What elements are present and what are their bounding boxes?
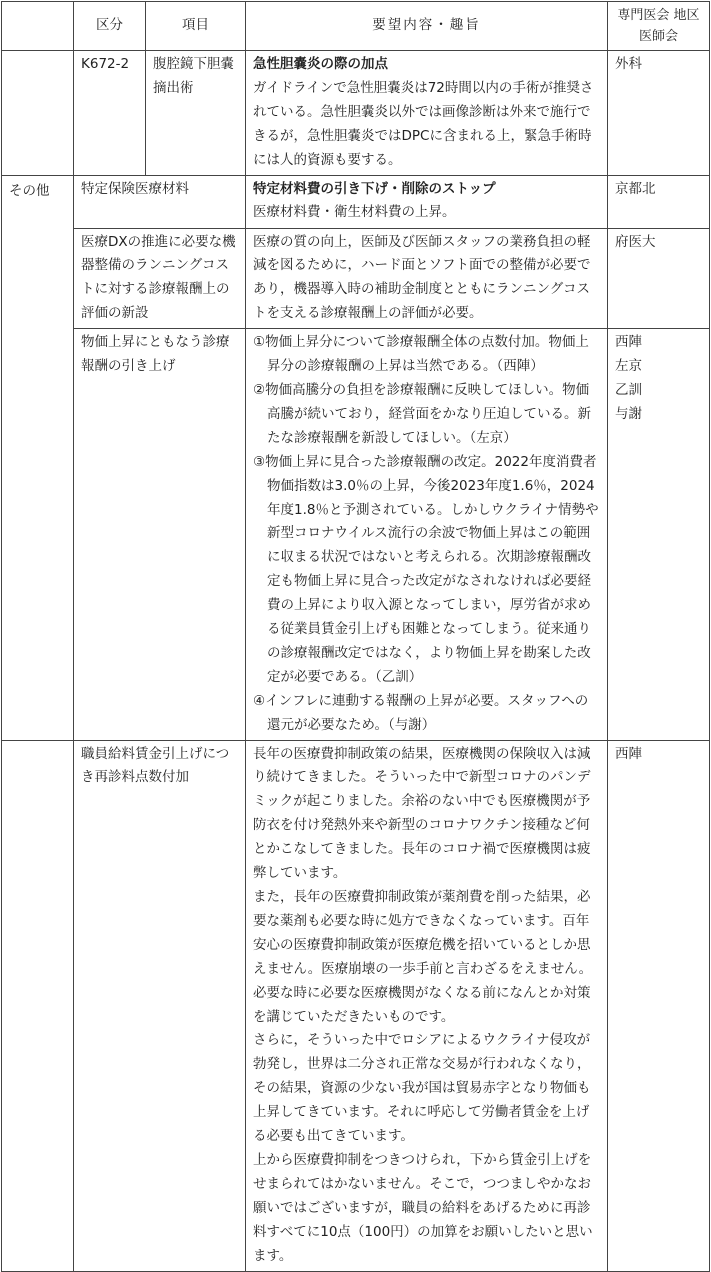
table-row <box>2 175 710 228</box>
komoku-cell: 物価上昇にともなう診療報酬の引き上げ <box>74 329 246 740</box>
yobo-lead: 特定材料費の引き下げ・削除のストップ <box>253 180 496 197</box>
request-table <box>1 1 710 1272</box>
yobo-paragraph: また，長年の医療費抑制政策が薬剤費を削った結果，必要な薬剤も必要な時に処方できなくなっています。百年安心の医療費抑制政策が医療危機を招いているとしか思えません。医療崩壊の一歩手前と言わざるをえません。必要な時に必要な医療機関がなくなる前になんとか対策を講じていただきたいものです。 <box>253 889 593 1025</box>
komoku-cell: 腹腔鏡下胆嚢摘出術 <box>146 51 246 176</box>
table-row <box>2 329 710 740</box>
kubun-cell <box>2 51 74 176</box>
yobo-lead: 急性胆嚢炎の際の加点 <box>253 56 388 72</box>
list-item: ①物価上昇分について診療報酬全体の点数付加。物価上昇分の診療報酬の上昇は当然である。（西陣） <box>253 334 589 375</box>
komoku-cell: 医療DXの推進に必要な機器整備のランニングコストに対する診療報酬上の評価の新設 <box>74 228 246 329</box>
yobo-paragraph: さらに，そういった中でロシアによるウクライナ侵攻が勃発し，世界は二分され正常な交易が行われなくなり，その結果，資源の少ない我が国は貿易赤字となり物価も上昇してきています。それに呼応して労働者賃金を上げる必要も出てきています。 <box>253 1032 591 1145</box>
header-komoku: 項目 <box>146 2 246 51</box>
assoc-cell: 西陣 <box>608 740 710 1271</box>
yobo-cell <box>246 51 608 176</box>
list-item: ④インフレに連動する報酬の上昇が必要。スタッフへの還元が必要なため。（与謝） <box>253 692 589 733</box>
list-item: ③物価上昇に見合った診療報酬の改定。2022年度消費者物価指数は3.0％の上昇，今後2023年度1.6％，2024年度1.8％と予測されている。しかしウクライナ情勢や新型コロナウイルス流行の余波で物価上昇はこの範囲に収まる状況ではないと考えられる。次期診療報酬改定も物価上昇に見合った改定がなされなければ必要経費の上昇により収入源となってしまい，厚労省が求める従業員賃金引上げも困難となってしまう。従来通りの診療報酬改定ではなく，より物価上昇を勘案した改定が必要である。（乙訓） <box>253 453 599 685</box>
kubun-cell: その他 <box>2 175 74 740</box>
kubun-cell <box>2 740 74 1271</box>
assoc-cell <box>608 329 710 740</box>
table-row <box>2 51 710 176</box>
table-row <box>2 228 710 329</box>
yobo-cell <box>246 175 608 228</box>
assoc-item: 左京 <box>615 358 642 375</box>
list-item: ②物価高騰分の負担を診療報酬に反映してほしい。物価高騰が続いており，経営面をかなり圧迫している。新たな診療報酬を新設してほしい。（左京） <box>253 381 591 446</box>
assoc-item: 西陣 <box>615 334 642 351</box>
yobo-paragraph: 上から医療費抑制をつきつけられ，下から賃金引上げをせまられてはかないません。そこで，つつましやかなお願いではございますが，職員の給料をあげるために再診料すべてに10点（100円）の加算をお願いしたいと思います。 <box>253 1151 593 1264</box>
assoc-item: 与謝 <box>615 405 642 422</box>
header-blank <box>2 2 74 51</box>
yobo-cell: 医療の質の向上，医師及び医師スタッフの業務負担の軽減を図るために，ハード面とソフト面での整備が必要であり，機器導入時の補助金制度とともにランニングコストを支える診療報酬上の評価が必要。 <box>246 228 608 329</box>
assoc-cell: 府医大 <box>608 228 710 329</box>
yobo-cell <box>246 740 608 1271</box>
table-row <box>2 740 710 1271</box>
header-row <box>2 2 710 51</box>
assoc-cell: 外科 <box>608 51 710 176</box>
header-ishikai: 専門医会 地区医師会 <box>608 2 710 51</box>
header-kubun: 区分 <box>74 2 146 51</box>
yobo-paragraph: 長年の医療費抑制政策の結果，医療機関の保険収入は減り続けてきました。そういった中で新型コロナのパンデミックが起こりました。余裕のない中でも医療機関が予防衣を付け発熱外来や新型のコロナワクチン接種など何とかこなしてきました。長年のコロナ禍で医療機関は疲弊しています。 <box>253 745 591 882</box>
assoc-item: 乙訓 <box>615 381 642 398</box>
yobo-body: 医療材料費・衛生材料費の上昇。 <box>253 204 456 221</box>
header-yobo: 要望内容・趣旨 <box>246 2 608 51</box>
code-cell: K672-2 <box>74 51 146 176</box>
yobo-body: ガイドラインで急性胆嚢炎は72時間以内の手術が推奨されている。急性胆嚢炎以外では画像診断は外来で施行できるが，急性胆嚢炎ではDPCに含まれる上，緊急手術時には人的資源も要する。 <box>253 79 594 168</box>
assoc-cell: 京都北 <box>608 175 710 228</box>
komoku-cell: 特定保険医療材料 <box>74 175 246 228</box>
yobo-cell <box>246 329 608 740</box>
komoku-cell: 職員給料賃金引上げにつき再診料点数付加 <box>74 740 246 1271</box>
